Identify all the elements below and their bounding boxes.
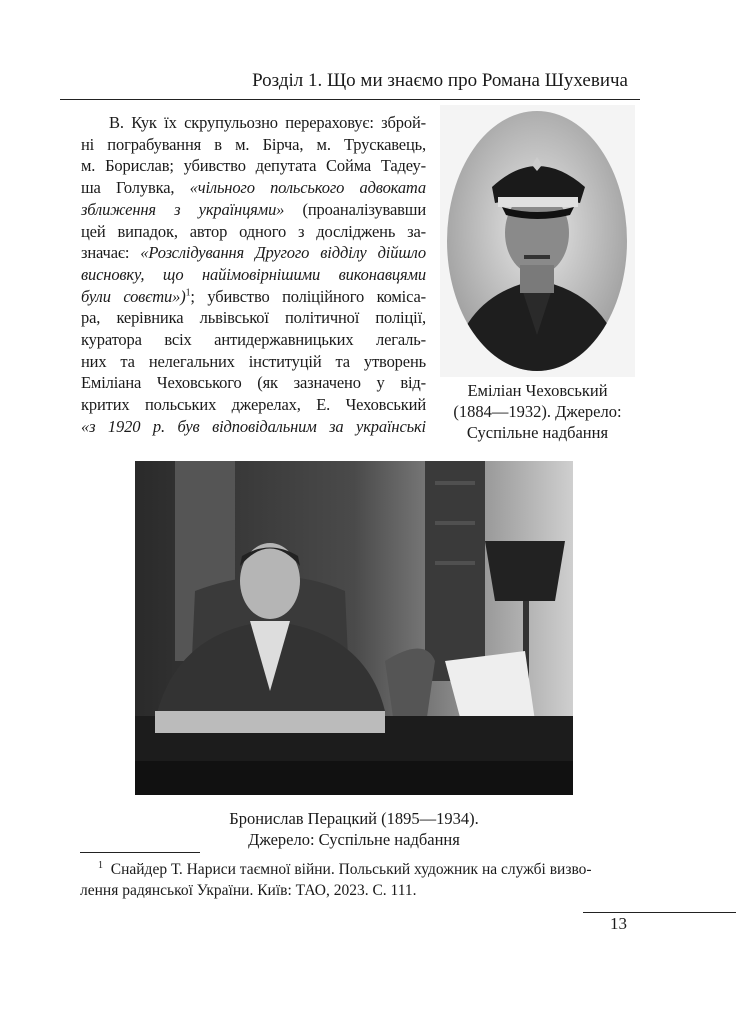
caption-line: (1884—1932). Джерело: xyxy=(453,402,622,421)
text-line xyxy=(81,264,426,286)
text: В. Кук їх скрупульозно перераховує: зброй- xyxy=(109,113,426,132)
photo-caption xyxy=(135,808,573,850)
text-line xyxy=(81,307,426,329)
quote-text: «чільного польського адвоката xyxy=(189,178,426,198)
text: критих польських джерелах, Е. Чеховський xyxy=(81,395,426,415)
footnote-line xyxy=(80,859,640,880)
caption-line: Бронислав Перацкий (1895—1934). xyxy=(229,809,479,828)
caption-line: Джерело: Суспільне надбання xyxy=(248,830,460,849)
text-line xyxy=(81,221,426,243)
footnote-line: лення радянської України. Київ: ТАО, 2023. С. 111. xyxy=(80,882,417,899)
text-line xyxy=(81,199,426,221)
text: куратора всіх антидержавницьких легаль- xyxy=(81,330,426,350)
quote-text: висновку, що найімовірнішими виконавцями xyxy=(81,264,426,284)
text: м. Борислав; убивство депутата Сойма Тадеу- xyxy=(81,156,426,176)
footnote-marker: 1 xyxy=(98,859,103,871)
quote-text: зближення з українцями» xyxy=(81,199,285,219)
text-line xyxy=(81,372,426,394)
text-line xyxy=(81,416,426,438)
page-number-rule xyxy=(583,912,736,913)
text-line xyxy=(81,351,426,373)
text-line xyxy=(81,286,426,308)
text: (проаналізувавши xyxy=(284,199,426,219)
text: цей випадок, автор одного з досліджень за- xyxy=(81,221,426,241)
text-line xyxy=(81,394,426,416)
text: них та нелегальних інституцій та утворень xyxy=(81,351,426,371)
footnote-ref[interactable]: 1 xyxy=(185,287,191,299)
text-line xyxy=(81,242,426,264)
text-line xyxy=(81,177,426,199)
portrait-caption xyxy=(440,380,635,443)
running-header: Розділ 1. Що ми знаємо про Романа Шухевича xyxy=(252,70,628,91)
header-rule xyxy=(60,99,640,100)
footnote xyxy=(80,859,640,901)
text: значає: xyxy=(81,243,141,263)
caption-line: Суспільне надбання xyxy=(466,423,609,442)
office-photo xyxy=(135,461,573,795)
caption-line: Еміліан Чеховський xyxy=(467,381,608,400)
text: Еміліана Чеховського (як зазначено у від- xyxy=(81,373,426,393)
page-number: 13 xyxy=(610,914,627,933)
text-line xyxy=(81,134,426,156)
body-paragraph xyxy=(81,112,426,438)
quote-text: «з 1920 р. був відповідальним за українські xyxy=(81,416,426,436)
portrait-photo xyxy=(440,105,635,377)
footnote-text: Снайдер Т. Нариси таємної війни. Польський художник на службі визво- xyxy=(110,861,592,878)
quote-text: були совєти») xyxy=(81,286,186,306)
text-line xyxy=(81,112,426,134)
text-line xyxy=(81,329,426,351)
footnote-rule xyxy=(80,852,200,853)
quote-text: «Розслідування Другого відділу дійшло xyxy=(140,243,426,263)
text: ; убивство поліційного коміса- xyxy=(190,286,427,306)
text-line xyxy=(81,155,426,177)
text: ра, керівника львівської політичної поліції, xyxy=(81,308,426,328)
text: ша Голувка, xyxy=(81,178,190,198)
text: ні пограбування в м. Бірча, м. Трускавець, xyxy=(81,134,426,154)
